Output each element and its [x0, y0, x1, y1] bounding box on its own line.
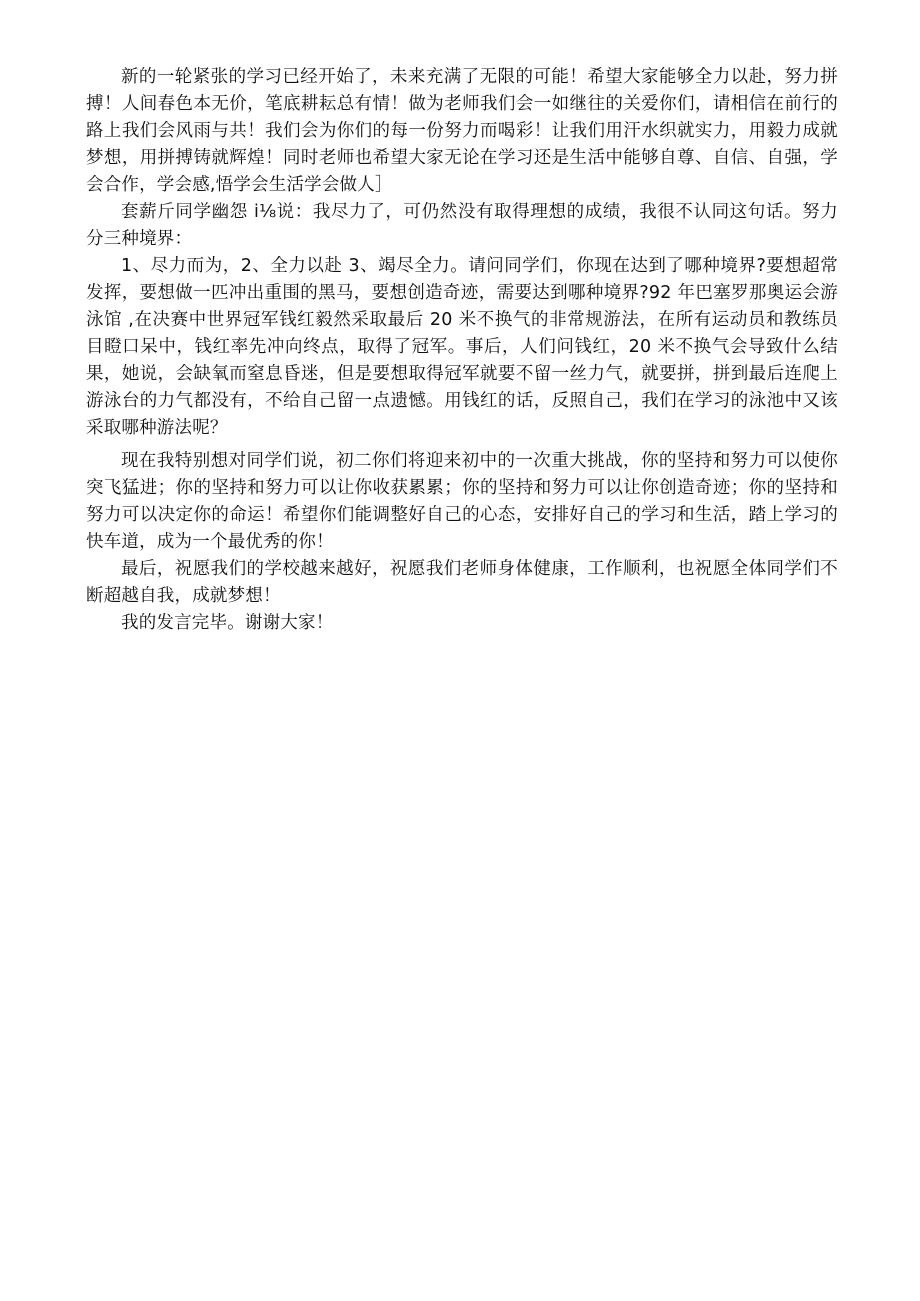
document-body	[86, 64, 838, 637]
paragraph-opening: 新的一轮紧张的学习已经开始了，未来充满了无限的可能！希望大家能够全力以赴，努力拼搏！人间春色本无价，笔底耕耘总有情！做为老师我们会一如继往的关爱你们，请相信在前行的路上我们会风雨与共！我们会为你们的每一份努力而喝彩！让我们用汗水织就实力，用毅力成就梦想，用拼搏铸就辉煌！同时老师也希望大家无论在学习还是生活中能够自尊、自信、自强，学会合作，学会感,悟学会生活学会做人］	[86, 67, 838, 195]
paragraph-qian-hong-story: 1、尽力而为，2、全力以赴 3、竭尽全力。请问同学们，你现在达到了哪种境界?要想超常发挥，要想做一匹冲出重围的黑马，要想创造奇迹，需要达到哪种境界?92 年巴塞罗那奥运会游泳馆 ,在决赛中世界冠军钱红毅然采取最后 20 米不换气的非常规游法，在所有运动员和教练员目瞪口呆中，钱红率先冲向终点，取得了冠军。事后，人们问钱红，20 米不换气会导致什么结果，她说，会缺氧而窒息昏迷，但是要想取得冠军就要不留一丝力气，就要拼，拼到最后连爬上游泳台的力气都没有，不给自己留一点遗憾。用钱红的话，反照自己，我们在学习的泳池中又该采取哪种游法呢？	[86, 256, 838, 438]
paragraph-wishes: 最后，祝愿我们的学校越来越好，祝愿我们老师身体健康，工作顺利，也祝愿全体同学们不断超越自我，成就梦想！	[86, 559, 838, 606]
paragraph-challenge: 现在我特别想对同学们说，初二你们将迎来初中的一次重大挑战，你的坚持和努力可以使你突飞猛进；你的坚持和努力可以让你收获累累；你的坚持和努力可以让你创造奇迹；你的坚持和努力可以决定你的命运！希望你们能调整好自己的心态，安排好自己的学习和生活，踏上学习的快车道，成为一个最优秀的你！	[86, 451, 838, 552]
paragraph-effort-levels-intro: 套薪斤同学幽怨 i⅛说：我尽力了，可仍然没有取得理想的成绩，我很不认同这句话。努力分三种境界：	[86, 202, 838, 249]
paragraph-closing: 我的发言完毕。谢谢大家！	[121, 613, 334, 633]
